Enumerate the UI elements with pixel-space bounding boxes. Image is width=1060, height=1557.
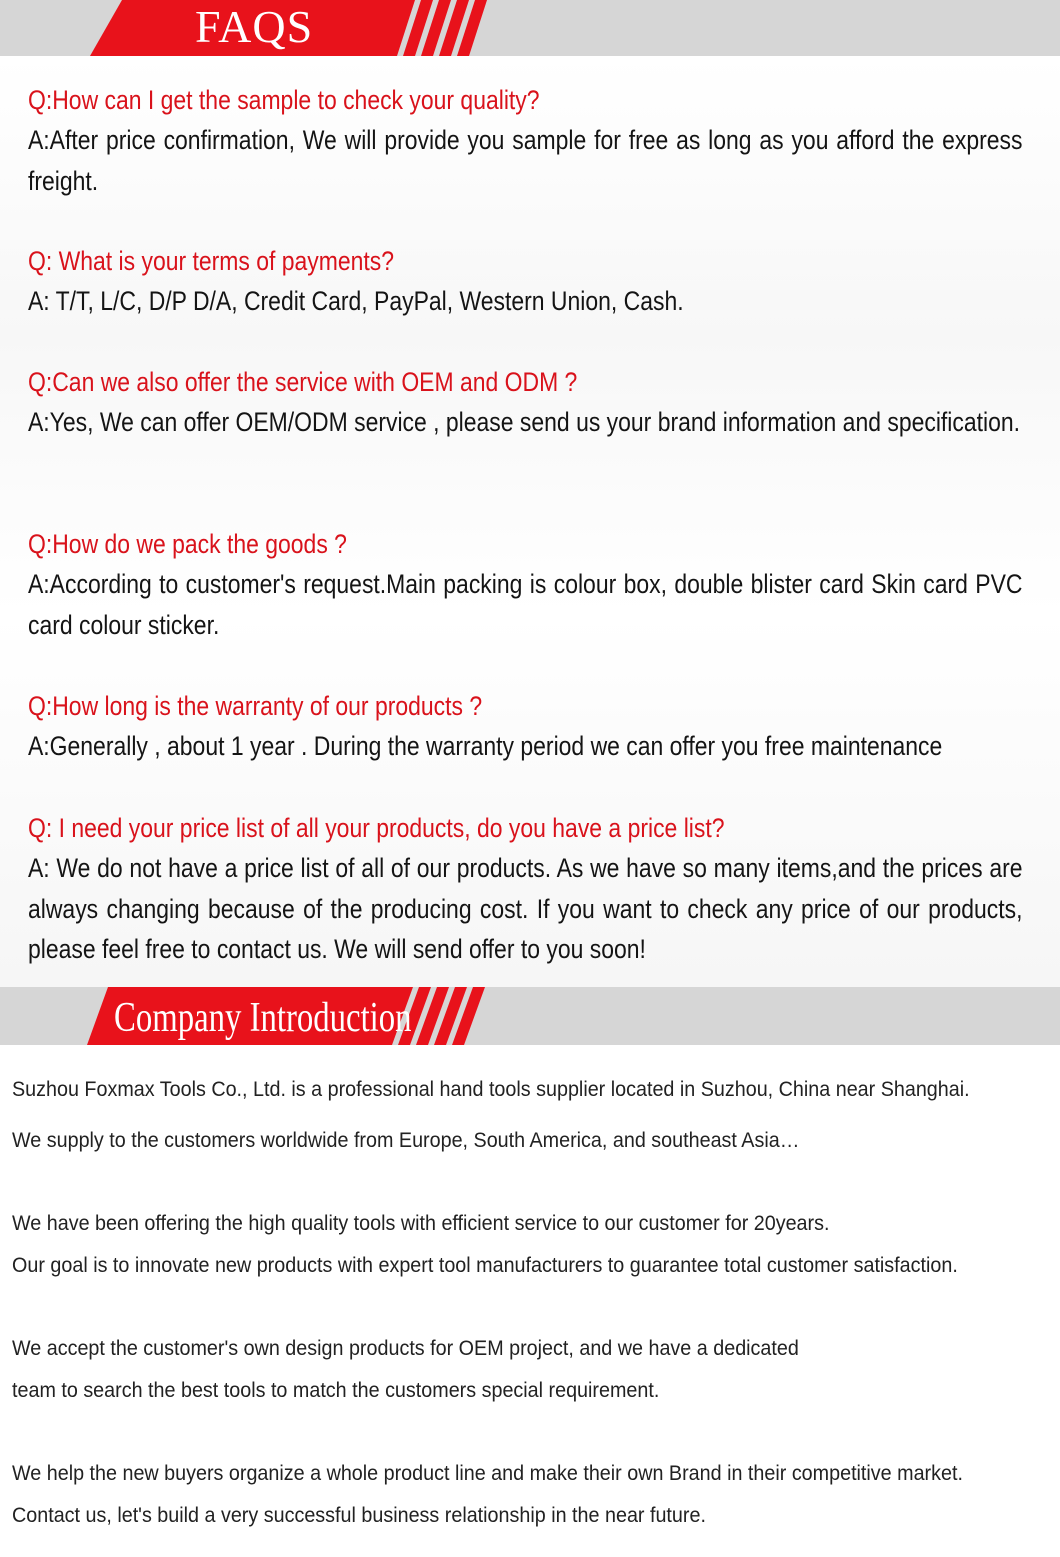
faq-answer: A:Yes, We can offer OEM/ODM service , please send us your brand information and specification. <box>28 407 1021 437</box>
faq-answer: A: We do not have a price list of all of our products. As we have so many items,and the prices are always changing because of the producing cost. If you want to check any price of our products, please feel free to contact us. We will send offer to you soon! <box>28 853 1023 964</box>
faqs-banner-graphic <box>0 0 1060 56</box>
intro-line: Our goal is to innovate new products with expert tool manufacturers to guarantee total customer satisfaction. <box>12 1254 958 1277</box>
faq-answer: A:After price confirmation, We will provide you sample for free as long as you afford the express freight. <box>28 125 1023 196</box>
faq-item <box>28 686 1022 767</box>
faq-item <box>28 80 1022 201</box>
faq-section <box>0 56 1060 987</box>
faq-question: Q:How can I get the sample to check your quality? <box>28 85 540 115</box>
company-banner <box>0 987 1060 1045</box>
intro-line: We accept the customer's own design products for OEM project, and we have a dedicated <box>12 1337 799 1360</box>
faq-question: Q:Can we also offer the service with OEM and ODM ? <box>28 367 578 397</box>
faqs-banner <box>0 0 1060 56</box>
faq-question: Q:How do we pack the goods ? <box>28 529 347 559</box>
faq-answer: A: T/T, L/C, D/P D/A, Credit Card, PayPal, Western Union, Cash. <box>28 286 684 316</box>
intro-line: Contact us, let's build a very successful business relationship in the near future. <box>12 1504 706 1527</box>
faq-item <box>28 808 1022 970</box>
faq-item <box>28 241 1022 322</box>
intro-line: We have been offering the high quality tools with efficient service to our customer for 20years. <box>12 1212 830 1235</box>
intro-line: team to search the best tools to match the customers special requirement. <box>12 1379 660 1402</box>
intro-line: Suzhou Foxmax Tools Co., Ltd. is a professional hand tools supplier located in Suzhou, China near Shanghai. <box>12 1078 970 1101</box>
intro-line: We supply to the customers worldwide from Europe, South America, and southeast Asia… <box>12 1129 800 1152</box>
faq-answer: A:According to customer's request.Main packing is colour box, double blister card Skin card PVC card colour sticker. <box>28 569 1023 640</box>
faqs-title: FAQS <box>195 1 314 52</box>
faq-question: Q:How long is the warranty of our products ? <box>28 691 483 721</box>
company-title: Company Introduction <box>114 995 412 1041</box>
faq-item <box>28 362 1022 443</box>
intro-line: We help the new buyers organize a whole product line and make their own Brand in their competitive market. <box>12 1462 963 1485</box>
faq-question: Q: I need your price list of all your products, do you have a price list? <box>28 813 725 843</box>
faq-question: Q: What is your terms of payments? <box>28 246 395 276</box>
faq-item <box>28 524 1022 645</box>
faq-answer: A:Generally , about 1 year . During the warranty period we can offer you free maintenance <box>28 731 943 761</box>
